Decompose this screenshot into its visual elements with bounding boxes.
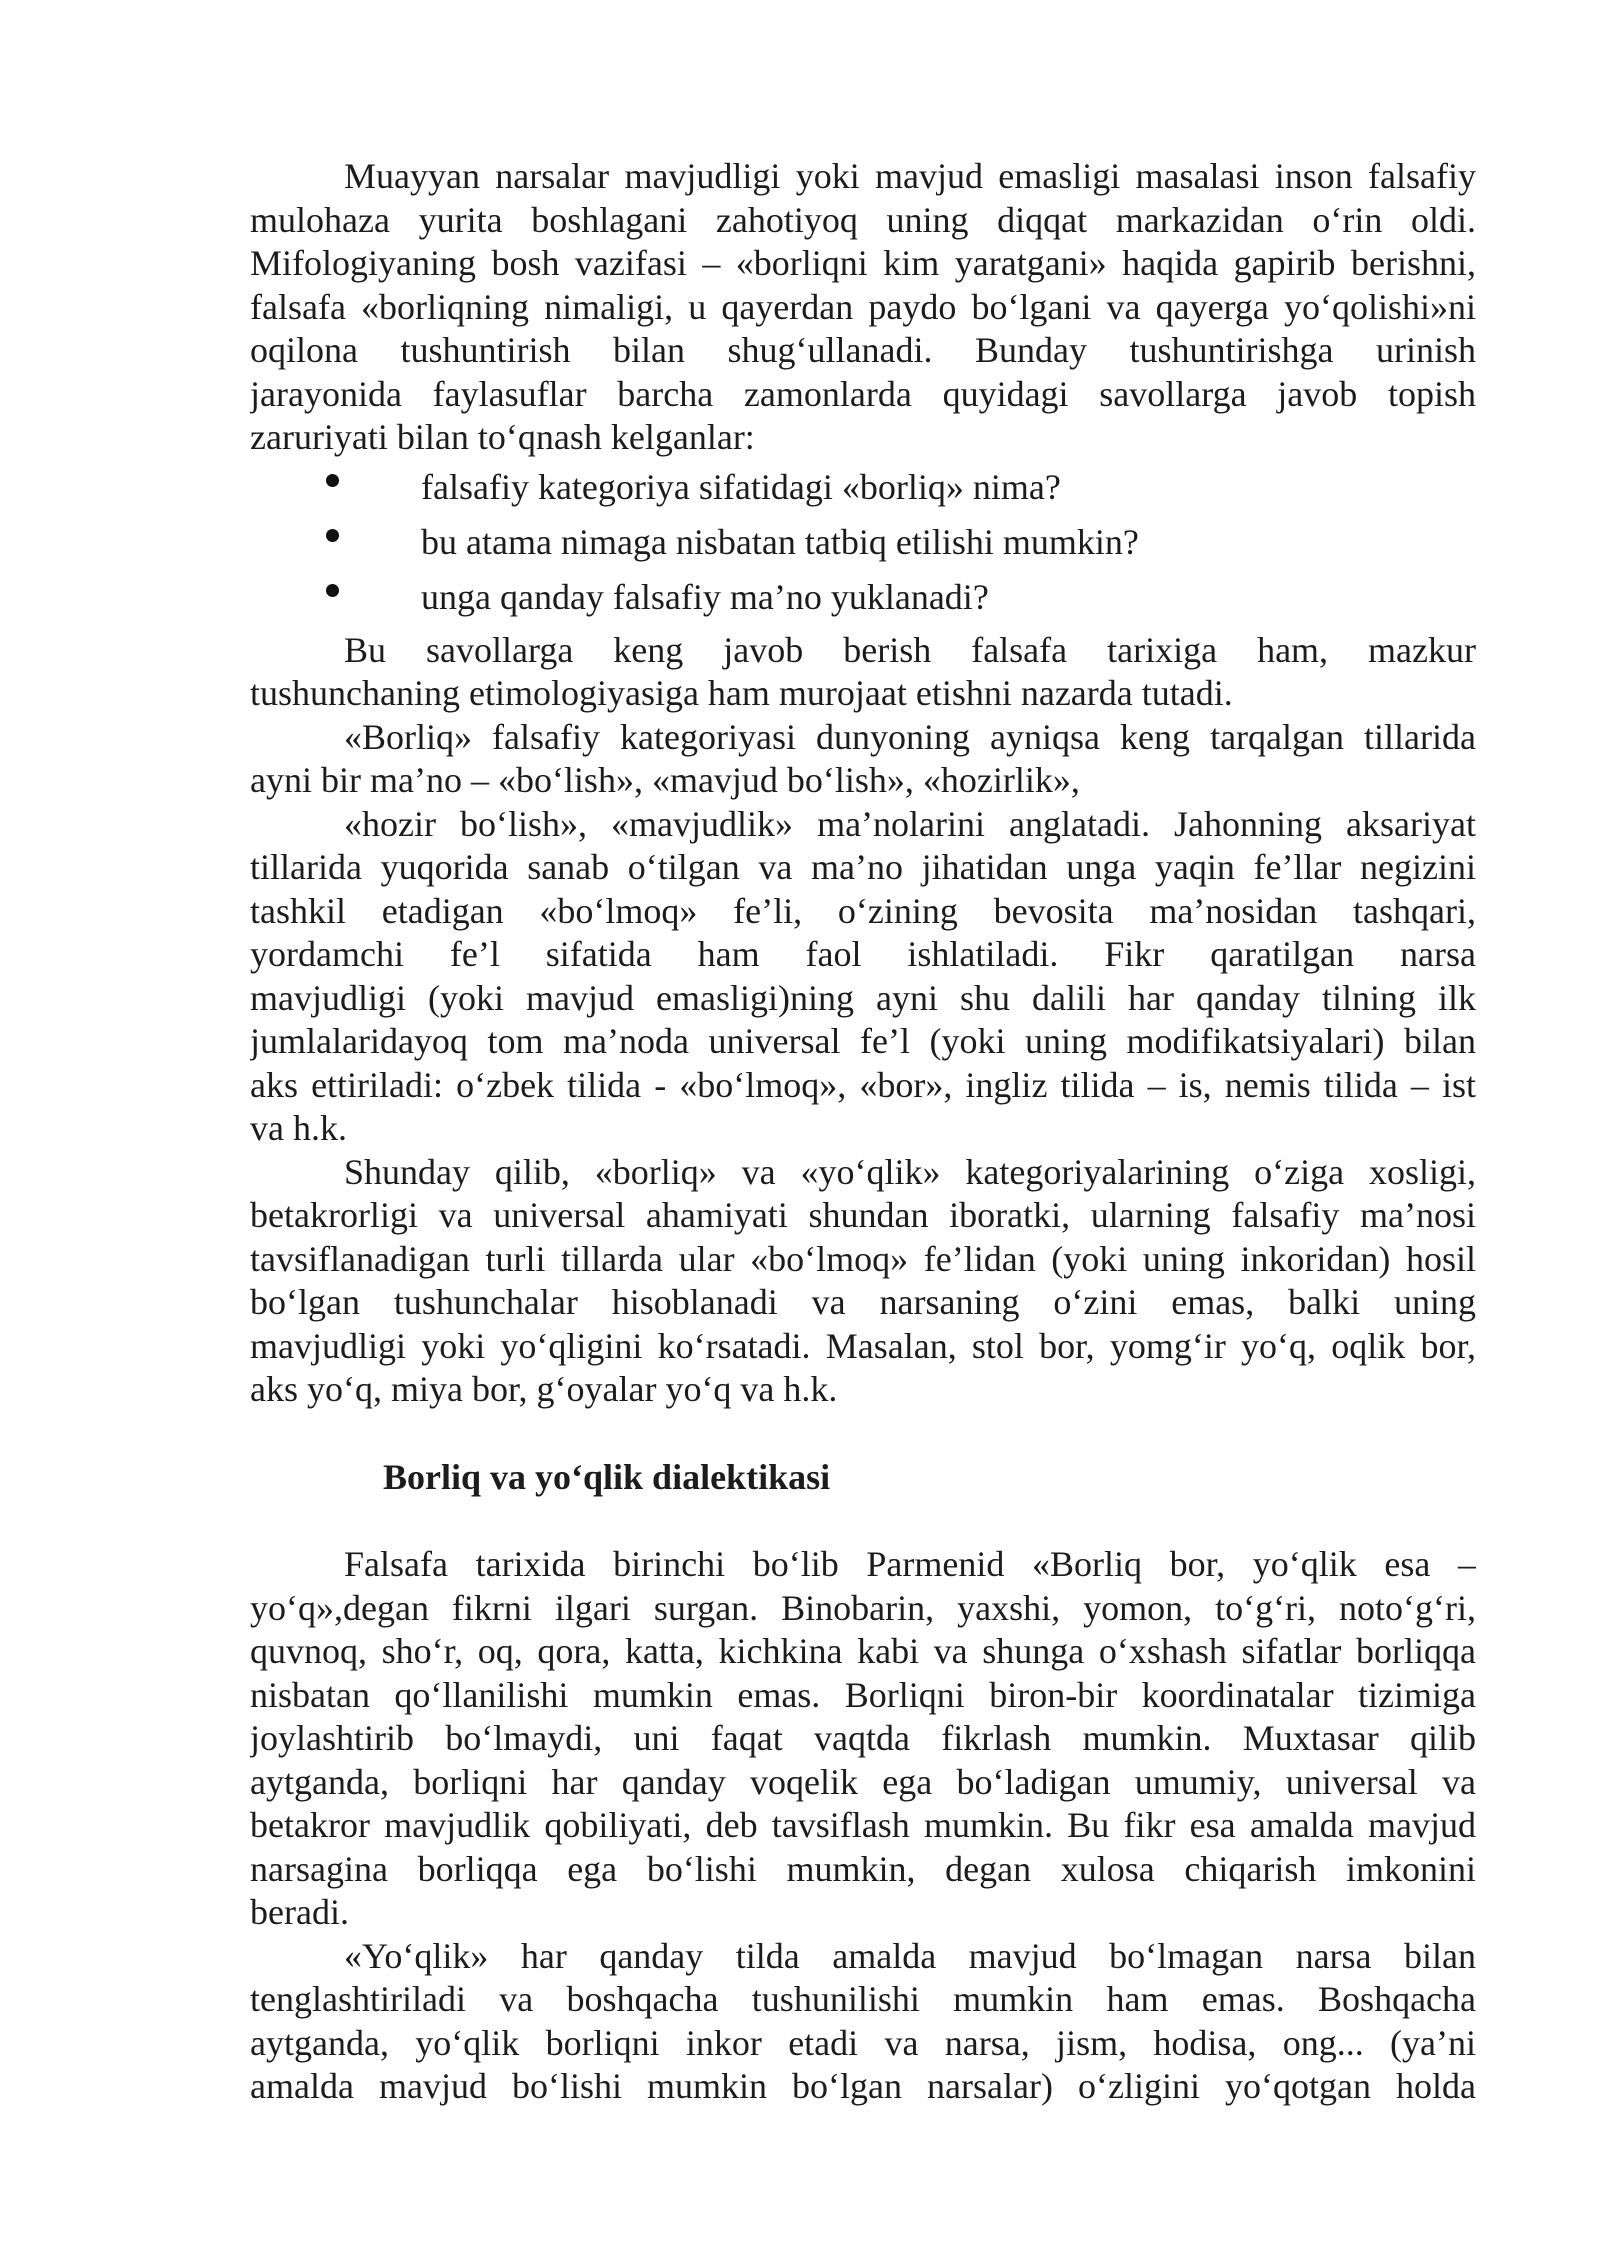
text-line: tushunchaning etimologiyasiga ham murojaat etishni nazarda tutadi.: [250, 673, 1233, 713]
text-line: joylashtirib bo‘lmaydi, uni faqat vaqtda fikrlash mumkin. Muxtasar qilib: [250, 1718, 1476, 1758]
text-line: betakrorligi va universal ahamiyati shundan iboratki, ularning falsafiy ma’nosi: [250, 1195, 1476, 1235]
text-line: Bu savollarga keng javob berish falsafa tarixiga ham, mazkur: [344, 629, 1476, 670]
bullet-list: [250, 460, 1476, 625]
paragraph-5: [250, 1151, 1476, 1412]
paragraph-4: [250, 803, 1476, 1151]
text-line: oqilona tushuntirish bilan shug‘ullanadi. Bunday tushuntirishga urinish: [250, 330, 1476, 370]
text-line: jumlalaridayoq tom ma’noda universal fe’l (yoki uning modifikatsiyalari) bilan: [250, 1021, 1476, 1061]
text-line: mavjudligi yoki yo‘qligini ko‘rsatadi. Masalan, stol bor, yomg‘ir yo‘q, oqlik bor,: [250, 1325, 1476, 1366]
text-line: «Borliq» falsafiy kategoriyasi dunyoning ayniqsa keng tarqalgan tillarida: [344, 716, 1476, 757]
bullet-icon: [326, 529, 339, 542]
bullet-item: [250, 515, 1476, 570]
bullet-icon: [326, 584, 339, 597]
text-line: aytganda, yo‘qlik borliqni inkor etadi va narsa, jism, hodisa, ong... (ya’ni: [250, 2022, 1476, 2063]
paragraph-6: [250, 1543, 1476, 1935]
text-line: «Yo‘qlik» har qanday tilda amalda mavjud bo‘lmagan narsa bilan: [344, 1935, 1476, 1976]
text-line: «hozir bo‘lish», «mavjudlik» ma’nolarini anglatadi. Jahonning aksariyat: [344, 803, 1476, 844]
text-line: quvnoq, sho‘r, oq, qora, katta, kichkina kabi va shunga o‘xshash sifatlar borliqqa: [250, 1631, 1476, 1671]
text-line: betakror mavjudlik qobiliyati, deb tavsiflash mumkin. Bu fikr esa amalda mavjud: [250, 1805, 1476, 1845]
text-line: yo‘q»,degan fikrni ilgari surgan. Binobarin, yaxshi, yomon, to‘g‘ri, noto‘g‘ri,: [250, 1587, 1476, 1628]
text-line: jarayonida faylasuflar barcha zamonlarda quyidagi savollarga javob topish: [250, 373, 1476, 414]
text-line: yordamchi fe’l sifatida ham faol ishlatiladi. Fikr qaratilgan narsa: [250, 934, 1476, 974]
text-line: nisbatan qo‘llanilishi mumkin emas. Borliqni biron-bir koordinatalar tizimiga: [250, 1674, 1476, 1715]
document-body: [250, 155, 1476, 2109]
text-line: Shunday qilib, «borliq» va «yo‘qlik» kategoriyalarining o‘ziga xosligi,: [344, 1151, 1476, 1192]
text-line: mulohaza yurita boshlagani zahotiyoq uning diqqat markazidan o‘rin oldi.: [250, 199, 1476, 240]
paragraph-1: [250, 155, 1476, 460]
text-line: amalda mavjud bo‘lishi mumkin bo‘lgan narsalar) o‘zligini yo‘qotgan holda: [250, 2066, 1476, 2106]
text-line: aks yo‘q, miya bor, g‘oyalar yo‘q va h.k.: [250, 1369, 838, 1409]
text-line: tenglashtiriladi va boshqacha tushunilishi mumkin ham emas. Boshqacha: [250, 1979, 1476, 2019]
paragraph-3: [250, 716, 1476, 803]
text-line: tavsiflanadigan turli tillarda ular «bo‘lmoq» fe’lidan (yoki uning inkoridan) hosil: [250, 1238, 1476, 1279]
text-line: va h.k.: [250, 1108, 347, 1148]
bullet-text: bu atama nimaga nisbatan tatbiq etilishi mumkin?: [421, 521, 1139, 562]
text-line: tillarida yuqorida sanab o‘tilgan va ma’no jihatidan unga yaqin fe’llar negizini: [250, 847, 1476, 887]
bullet-item: [250, 570, 1476, 625]
text-line: narsagina borliqqa ega bo‘lishi mumkin, degan xulosa chiqarish imkonini: [250, 1848, 1476, 1889]
paragraph-7: [250, 1935, 1476, 2109]
text-line: Mifologiyaning bosh vazifasi – «borliqni kim yaratgani» haqida gapirib berishni,: [250, 243, 1476, 283]
text-line: bo‘lgan tushunchalar hisoblanadi va narsaning o‘zini emas, balki uning: [250, 1282, 1476, 1322]
paragraph-2: [250, 629, 1476, 716]
text-line: Muayyan narsalar mavjudligi yoki mavjud emasligi masalasi inson falsafiy: [344, 156, 1476, 196]
bullet-text: falsafiy kategoriya sifatidagi «borliq» nima?: [421, 466, 1061, 507]
text-line: aks ettiriladi: o‘zbek tilida - «bo‘lmoq», «bor», ingliz tilida – is, nemis tilida – ist: [250, 1064, 1476, 1105]
bullet-text: unga qanday falsafiy ma’no yuklanadi?: [421, 576, 989, 617]
section-heading: Borliq va yo‘qlik dialektikasi: [383, 1456, 831, 1497]
text-line: aytganda, borliqni har qanday voqelik ega bo‘ladigan umumiy, universal va: [250, 1761, 1476, 1802]
text-line: Falsafa tarixida birinchi bo‘lib Parmenid «Borliq bor, yo‘qlik esa –: [344, 1544, 1476, 1584]
text-line: zaruriyati bilan to‘qnash kelganlar:: [250, 417, 755, 457]
text-line: beradi.: [250, 1892, 349, 1932]
bullet-icon: [326, 474, 339, 487]
text-line: ayni bir ma’no – «bo‘lish», «mavjud bo‘lish», «hozirlik»,: [250, 760, 1080, 800]
text-line: falsafa «borliqning nimaligi, u qayerdan paydo bo‘lgani va qayerga yo‘qolishi»ni: [250, 286, 1476, 327]
bullet-item: [250, 460, 1476, 515]
text-line: mavjudligi (yoki mavjud emasligi)ning ayni shu dalili har qanday tilning ilk: [250, 977, 1476, 1018]
text-line: tashkil etadigan «bo‘lmoq» fe’li, o‘zining bevosita ma’nosidan tashqari,: [250, 890, 1476, 931]
